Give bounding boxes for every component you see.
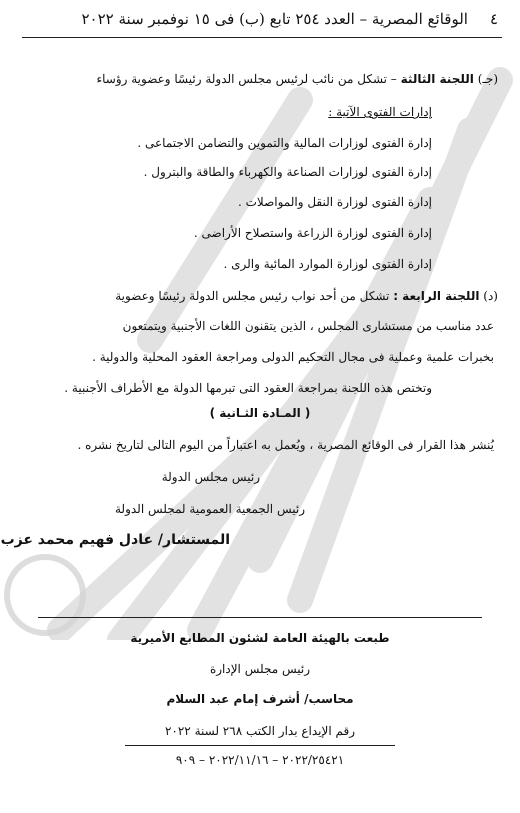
footer-rule [38, 617, 482, 618]
committee4-title: اللجنة الرابعة : [393, 289, 480, 303]
committee4-line: وتختص هذه اللجنة بمراجعة العقود التى تبرمها الدولة مع الأطراف الأجنبية . [64, 381, 432, 395]
committee3-title: اللجنة الثالثة [400, 72, 474, 86]
committee4-line: بخبرات علمية وعملية فى مجال التحكيم الدولى ومراجعة العقود المحلية والدولية . [92, 350, 494, 364]
printed-by: طبعت بالهيئة العامة لشئون المطابع الأميرية [130, 631, 390, 645]
running-title: الوقائع المصرية – العدد ٢٥٤ تابع (ب) فى ١٥ نوفمبر سنة ٢٠٢٢ [81, 10, 468, 28]
signature-name: المستشار/ عادل فهيم محمد عزب [0, 532, 230, 548]
committee4-text: تشكل من أحد نواب رئيس مجلس الدولة رئيسًا وعضوية [115, 289, 390, 303]
print-code: ٢٠٢٢/٢٥٤٢١ – ٢٠٢٢/١١/١٦ – ٩٠٩ [175, 753, 345, 767]
dept-item: إدارة الفتوى لوزارات المالية والتموين والتضامن الاجتماعى . [137, 136, 432, 150]
signature-role1: رئيس مجلس الدولة [161, 470, 260, 484]
committee4-line: عدد مناسب من مستشارى المجلس ، الذين يتقنون اللغات الأجنبية ويتمتعون [122, 319, 494, 333]
header-rule [22, 37, 502, 38]
article2-title: ( المـادة الثـانية ) [209, 406, 311, 420]
board-title: رئيس مجلس الإدارة [209, 662, 311, 676]
footer-small-rule [125, 745, 395, 746]
committee4-line [18, 287, 498, 305]
dept-item: إدارة الفتوى لوزارات الصناعة والكهرباء والطاقة والبترول . [143, 165, 432, 179]
depts-heading: إدارات الفتوى الآتية : [328, 105, 432, 119]
committee3-prefix: (جـ) [477, 72, 498, 86]
page-number: ٤ [489, 10, 498, 28]
dept-item: إدارة الفتوى لوزارة الموارد المائية والرى . [223, 257, 432, 271]
committee4-prefix: (د) [483, 289, 498, 303]
dept-item: إدارة الفتوى لوزارة الزراعة واستصلاح الأراضى . [193, 226, 432, 240]
signature-role2: رئيس الجمعية العمومية لمجلس الدولة [114, 502, 305, 516]
dept-item: إدارة الفتوى لوزارة النقل والمواصلات . [238, 195, 432, 209]
committee3-line [18, 70, 498, 88]
article2-text: يُنشر هذا القرار فى الوقائع المصرية ، ويُعمل به اعتباراً من اليوم التالى لتاريخ نشره . [77, 438, 494, 452]
committee3-text: – تشكل من نائب لرئيس مجلس الدولة رئيسًا وعضوية رؤساء [96, 72, 397, 86]
chairman-name: محاسب/ أشرف إمام عبد السلام [166, 692, 354, 706]
deposit-number: رقم الإيداع بدار الكتب ٢٦٨ لسنة ٢٠٢٢ [164, 724, 356, 738]
watermark [0, 40, 520, 640]
page-header [22, 4, 498, 34]
